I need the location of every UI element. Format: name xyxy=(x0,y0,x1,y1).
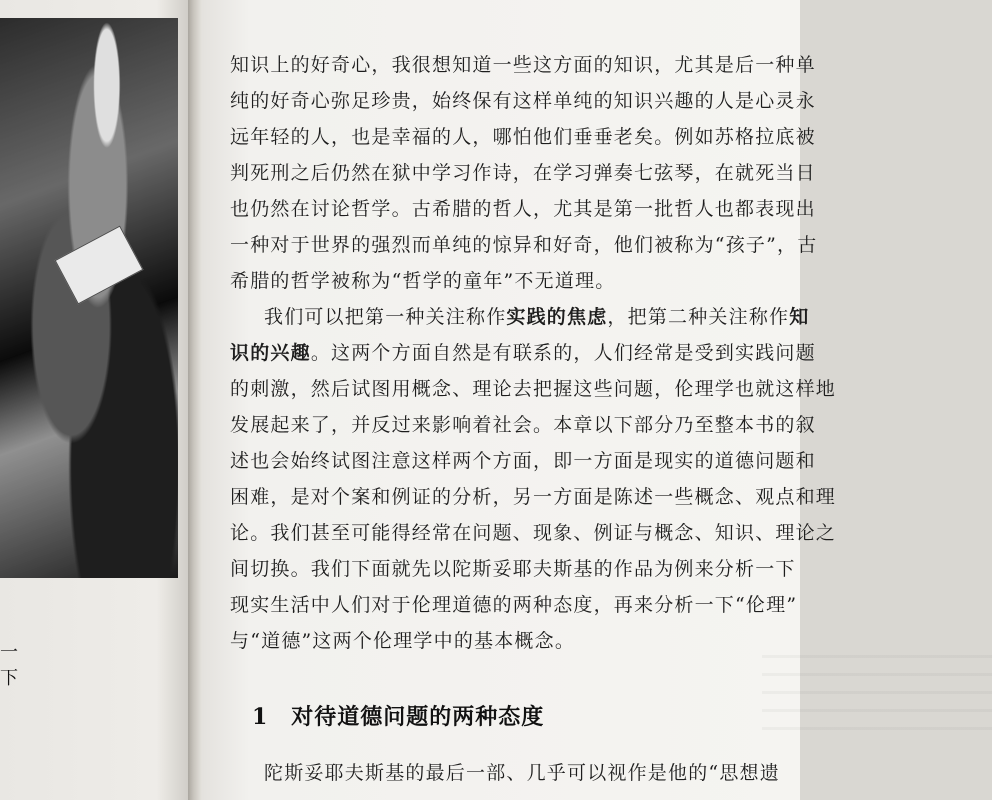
tablet-illustration-detail xyxy=(55,226,144,305)
paragraph2-line-6: 困难，是对个案和例证的分析，另一方面是陈述一些概念、观点和理 xyxy=(230,486,837,508)
paragraph2-line-5: 述也会始终试图注意这样两个方面，即一方面是现实的道德问题和 xyxy=(230,450,816,472)
term-knowledge-interest-start: 知 xyxy=(789,306,810,328)
book-spine xyxy=(188,0,202,800)
section-heading: 1 对待道德问题的两种态度 xyxy=(252,704,545,730)
paragraph1-line-2: 纯的好奇心弥足珍贵，始终保有这样单纯的知识兴趣的人是心灵永 xyxy=(230,90,816,112)
paragraph1-line-6: 一种对于世界的强烈而单纯的惊异和好奇，他们被称为“孩子”，古 xyxy=(230,234,818,256)
term-knowledge-interest-end: 识的兴趣 xyxy=(230,342,311,364)
paragraph2-line-3: 的刺激，然后试图用概念、理论去把握这些问题，伦理学也就这样地 xyxy=(230,378,837,400)
paragraph1-line-5: 也仍然在讨论哲学。古希腊的哲人，尤其是第一批哲人也都表现出 xyxy=(230,198,816,220)
paragraph1-line-1: 知识上的好奇心，我很想知道一些这方面的知识，尤其是后一种单 xyxy=(230,54,816,76)
paragraph2-line-2 xyxy=(230,338,816,365)
bleed-through-text xyxy=(762,640,992,730)
left-page xyxy=(0,0,196,800)
paragraph1-line-7: 希腊的哲学被称为“哲学的童年”不无道理。 xyxy=(230,270,616,292)
philosopher-illustration xyxy=(0,18,178,578)
paragraph2-line-9: 现实生活中人们对于伦理道德的两种态度，再来分析一下“伦理” xyxy=(230,594,798,616)
left-page-mark-2: 下 xyxy=(0,668,18,689)
paragraph3-line-1: 陀斯妥耶夫斯基的最后一部、几乎可以视作是他的“思想遗 xyxy=(264,762,780,784)
paragraph1-line-4: 判死刑之后仍然在狱中学习作诗，在学习弹奏七弦琴，在就死当日 xyxy=(230,162,816,184)
paragraph1-line-3: 远年轻的人，也是幸福的人，哪怕他们垂垂老矣。例如苏格拉底被 xyxy=(230,126,816,148)
paragraph2-line-8: 间切换。我们下面就先以陀斯妥耶夫斯基的作品为例来分析一下 xyxy=(230,558,796,580)
left-page-mark-1: 一 xyxy=(0,642,18,663)
paragraph2-line-1-post: ，把第二种关注称作 xyxy=(607,306,790,328)
paragraph2-line-2-post: 。这两个方面自然是有联系的，人们经常是受到实践问题 xyxy=(310,342,816,364)
paragraph2-line-7: 论。我们甚至可能得经常在问题、现象、例证与概念、知识、理论之 xyxy=(230,522,837,544)
paragraph2-line-1-pre: 我们可以把第一种关注称作 xyxy=(264,306,507,328)
paragraph2-line-4: 发展起来了，并反过来影响着社会。本章以下部分乃至整本书的叙 xyxy=(230,414,816,436)
term-practical-anxiety: 实践的焦虑 xyxy=(506,306,608,328)
paragraph2-line-1 xyxy=(264,302,809,329)
paragraph2-line-10: 与“道德”这两个伦理学中的基本概念。 xyxy=(230,630,576,652)
